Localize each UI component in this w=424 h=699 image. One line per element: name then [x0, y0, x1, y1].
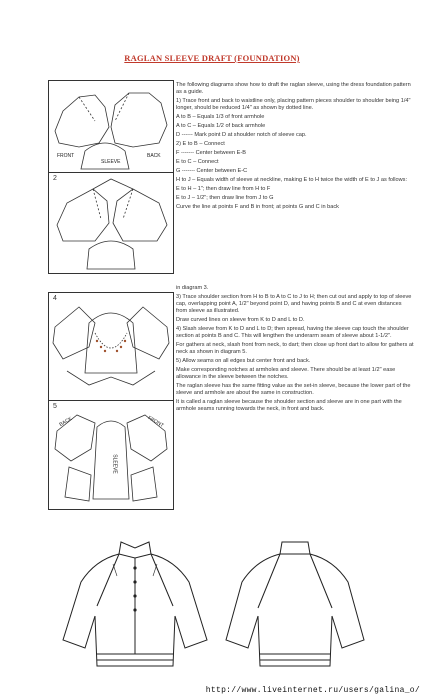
paragraph: The raglan sleeve has the same fitting value as the set-in sleeve, because the lower part of the sleeve and armhole are about the same in construction. — [176, 383, 411, 396]
diagram-panel-4 — [48, 400, 174, 510]
paragraph: 3) Trace shoulder section from H to B to A to C to J to H; then cut out and apply to top of sleeve cap, overlapping point A, 1/2" beyond point D, and having points B and C at even distances from sleeve as illustrated. — [176, 294, 412, 314]
paragraph: A to B – Equals 1/3 of front armhole — [176, 114, 265, 120]
garment-front-drawing — [55, 536, 215, 676]
instructions-block-1 — [176, 82, 414, 213]
paragraph: A to C – Equals 1/2 of back armhole — [176, 123, 266, 129]
paragraph: Make corresponding notches at armholes and sleeve. There should be at least 1/2" ease allowance in the sleeve between the notches. — [176, 367, 396, 380]
paragraph: E to J – 1/2"; then draw line from J to G — [176, 195, 274, 201]
label-sleeve: SLEEVE — [101, 159, 121, 165]
paragraph: 2) E to B – Connect — [176, 141, 225, 147]
paragraph: 4) Slash sleeve from K to D and L to D; then spread, having the sleeve cap touch the shoulder section at points B and C. This will lengthen the underarm seam of sleeve about 1-1/2". — [176, 326, 409, 339]
source-url[interactable]: http://www.liveinternet.ru/users/galina_o/ — [205, 686, 420, 695]
panel-number: 4 — [53, 295, 57, 302]
garment-front-illustration — [55, 536, 215, 676]
label-front: FRONT — [57, 153, 75, 159]
paragraph: in diagram 3. — [176, 285, 209, 291]
paragraph: For gathers at neck, slash front from neck, to dart; then close up front dart to allow for gathers at neck as shown in diagram 5. — [176, 342, 414, 355]
paragraph: 5) Allow seams on all edges but center front and back. — [176, 358, 311, 364]
label-back: BACK — [58, 415, 74, 429]
paragraph: H to J – Equals width of sleeve at neckline, making E to H twice the width of E to J as follows: — [176, 177, 408, 183]
panel-number: 2 — [53, 175, 57, 182]
diagram-panel-1 — [48, 80, 174, 173]
paragraph: D ------ Mark point D at shoulder notch of sleeve cap. — [176, 132, 307, 138]
paragraph: F ------- Center between E-B — [176, 150, 246, 156]
panel-number: 5 — [53, 403, 57, 410]
diagram-3-drawing — [49, 293, 173, 400]
label-front: FRONT — [146, 415, 165, 429]
paragraph: The following diagrams show how to draft the raglan sleeve, using the dress foundation pattern as a guide. — [176, 82, 411, 95]
diagram-panel-2 — [48, 172, 174, 274]
paragraph: It is called a raglan sleeve because the shoulder section and sleeve are in one part with the armhole seams running towards the neck, in front and back. — [176, 399, 402, 412]
diagram-2-drawing — [49, 173, 173, 273]
garment-back-drawing — [220, 536, 370, 676]
garment-back-illustration — [220, 536, 370, 676]
label-back: BACK — [147, 153, 161, 159]
diagram-panel-3 — [48, 292, 174, 401]
paragraph: E to H – 1"; then draw line from H to F — [176, 186, 271, 192]
page-title: RAGLAN SLEEVE DRAFT (FOUNDATION) — [124, 53, 300, 63]
paragraph: 1) Trace front and back to waistline only, placing pattern pieces shoulder to shoulder being 1/4" longer, should be reduced 1/4" as shown by dotted line. — [176, 98, 411, 111]
paragraph: Curve the line at points F and B in front; at points G and C in back — [176, 204, 339, 210]
instructions-block-2 — [176, 285, 414, 415]
paragraph: E to C – Connect — [176, 159, 219, 165]
paragraph: G ------- Center between E-C — [176, 168, 248, 174]
paragraph: Draw curved lines on sleeve from K to D and L to D. — [176, 317, 305, 323]
label-sleeve: SLEEVE — [111, 454, 118, 474]
